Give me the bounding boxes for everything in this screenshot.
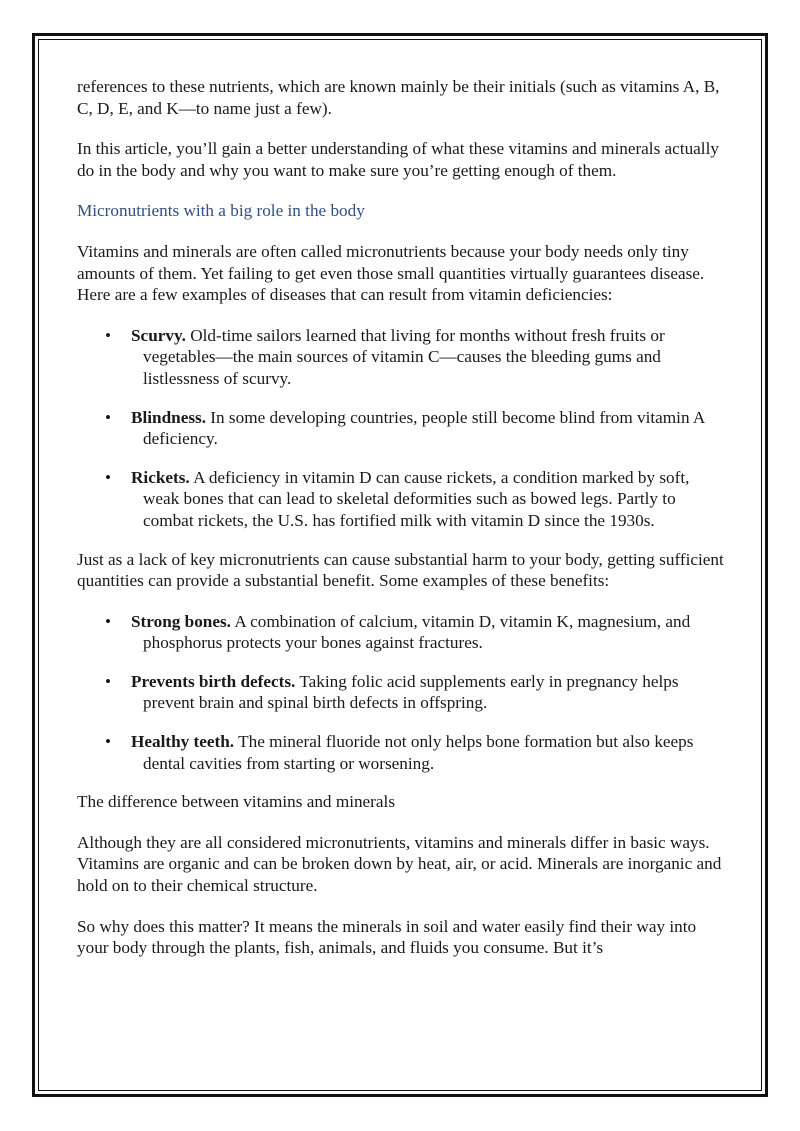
bullet-icon: •: [105, 407, 112, 427]
section-heading-micronutrients: Micronutrients with a big role in the body: [77, 201, 365, 221]
list-item-text: A deficiency in vitamin D can cause rickets, a condition marked by soft, weak bones that can lead to skeletal deformities such as bowed legs. Partly to combat rickets, the U.S. has fortified milk with vitamin D since the 1930s.: [143, 467, 690, 530]
list-item-text: A combination of calcium, vitamin D, vitamin K, magnesium, and phosphorus protects your bones against fractures.: [143, 611, 691, 653]
micronutrients-paragraph: Vitamins and minerals are often called micronutrients because your body needs only tiny amounts of them. Yet failing to get even those small quantities virtually guarantees disease. Here are a few examples of diseases that can result from vitamin deficiencies:: [77, 241, 705, 305]
list-item: [77, 407, 727, 450]
list-item-term: Healthy teeth.: [131, 732, 235, 752]
why-matters-paragraph: So why does this matter? It means the minerals in soil and water easily find their way into your body through the plants, fish, animals, and fluids you consume. But it’s: [77, 916, 697, 958]
bullet-icon: •: [105, 325, 112, 345]
list-item: [77, 467, 727, 532]
benefits-paragraph: Just as a lack of key micronutrients can cause substantial harm to your body, getting sufficient quantities can provide a substantial benefit. Some examples of these benefits:: [77, 549, 724, 591]
list-item: [77, 325, 727, 390]
list-item-term: Strong bones.: [131, 611, 231, 631]
difference-paragraph: Although they are all considered micronutrients, vitamins and minerals differ in basic ways. Vitamins are organic and can be broken down by heat, air, or acid. Minerals are inorganic and hold on to their chemical structure.: [77, 832, 722, 896]
list-item-term: Rickets.: [131, 467, 190, 487]
section-heading-vitamins-vs-minerals: The difference between vitamins and minerals: [77, 792, 396, 812]
bullet-icon: •: [105, 732, 112, 752]
bullet-icon: •: [105, 611, 112, 631]
list-item-term: Blindness.: [131, 407, 206, 427]
list-item-term: Scurvy.: [131, 325, 186, 345]
bullet-icon: •: [105, 467, 112, 487]
benefits-list: [77, 611, 727, 775]
list-item-text: Old-time sailors learned that living for months without fresh fruits or vegetables—the main sources of vitamin C—causes the bleeding gums and listlessness of scurvy.: [143, 325, 665, 388]
list-item-term: Prevents birth defects.: [131, 671, 296, 691]
bullet-icon: •: [105, 671, 112, 691]
deficiency-disease-list: [77, 325, 727, 532]
list-item-text: In some developing countries, people still become blind from vitamin A deficiency.: [143, 407, 705, 449]
list-item-text: Taking folic acid supplements early in pregnancy helps prevent brain and spinal birth defects in offspring.: [143, 671, 679, 713]
list-item: [77, 671, 727, 714]
intro-paragraph-1: references to these nutrients, which are known mainly be their initials (such as vitamins A, B, C, D, E, and K—to name just a few).: [77, 77, 720, 118]
list-item-text: The mineral fluoride not only helps bone formation but also keeps dental cavities from starting or worsening.: [143, 732, 694, 773]
document-body: [77, 76, 727, 978]
intro-paragraph-2: In this article, you’ll gain a better understanding of what these vitamins and minerals actually do in the body and why you want to make sure you’re getting enough of them.: [77, 139, 719, 180]
list-item: [77, 611, 727, 654]
list-item: [77, 731, 727, 774]
